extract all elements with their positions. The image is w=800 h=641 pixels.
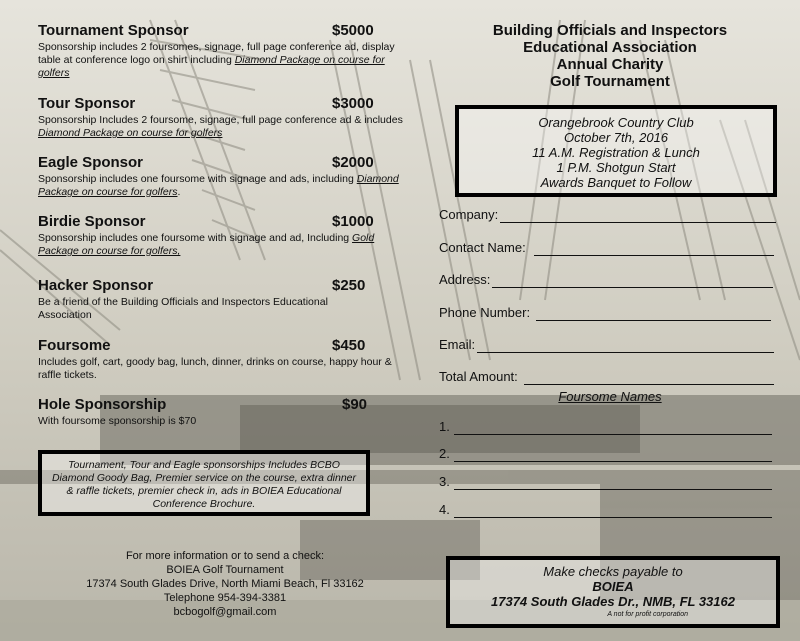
phone-line[interactable] <box>536 308 771 321</box>
sponsor-price: $2000 <box>332 154 374 171</box>
foursome-number: 3. <box>439 474 450 489</box>
sponsor-eagle <box>38 154 410 199</box>
foursome-number: 2. <box>439 446 450 461</box>
foursome-number: 4. <box>439 502 450 517</box>
sponsor-title: Tour Sponsor <box>38 95 136 112</box>
sponsor-title: Hacker Sponsor <box>38 277 154 294</box>
org-line: Golf Tournament <box>550 73 670 90</box>
foursome-number: 1. <box>439 419 450 434</box>
foursome-name-line[interactable] <box>454 505 772 518</box>
foursome-name-line[interactable] <box>454 449 772 462</box>
contact-email: bcbogolf@gmail.com <box>173 606 277 618</box>
sponsor-tournament <box>38 22 410 80</box>
event-start: 1 P.M. Shotgun Start <box>556 160 676 175</box>
sponsor-desc: Sponsorship Includes 2 foursome, signage, full page conference ad & includes <box>38 114 403 126</box>
total-amount-line[interactable] <box>524 372 774 385</box>
sponsor-title: Hole Sponsorship <box>38 396 167 413</box>
sponsor-price: $450 <box>332 337 366 354</box>
sponsor-package: Diamond Package on course for golfers <box>38 127 223 139</box>
foursome-name-line[interactable] <box>454 477 772 490</box>
sponsor-desc: Includes golf, cart, goody bag, lunch, dinner, drinks on course, happy hour & raffle tickets. <box>38 356 392 381</box>
sponsor-hole <box>38 396 372 428</box>
org-line: Educational Association <box>523 39 697 56</box>
contact-address: 17374 South Glades Drive, North Miami Beach, Fl 33162 <box>86 578 364 590</box>
email-field[interactable] <box>439 337 774 353</box>
sponsor-title: Eagle Sponsor <box>38 154 144 171</box>
checks-payable-label: Make checks payable to <box>543 564 683 579</box>
address-line[interactable] <box>492 275 773 288</box>
contact-info <box>60 549 390 619</box>
sponsor-foursome <box>38 337 410 382</box>
sponsor-price: $90 <box>342 396 368 413</box>
contact-line: BOIEA Golf Tournament <box>166 564 284 576</box>
contact-name-field[interactable] <box>439 240 774 256</box>
sponsor-price: $1000 <box>332 213 374 230</box>
company-field[interactable] <box>439 207 776 223</box>
sponsor-title: Foursome <box>38 337 111 354</box>
sponsor-price: $5000 <box>332 22 374 39</box>
org-line: Building Officials and Inspectors <box>492 22 728 39</box>
benefits-box <box>38 450 370 516</box>
sponsor-hacker <box>38 277 410 322</box>
benefits-text: Tournament, Tour and Eagle sponsorships Includes BCBO Diamond Goody Bag, Premier service on the course, extra dinner & raffle tickets, premier check in, ads in BOIEA Educational Conference Brochure. <box>51 459 357 510</box>
sponsor-desc-tail: . <box>177 186 181 198</box>
contact-phone: Telephone 954-394-3381 <box>163 592 287 604</box>
company-line[interactable] <box>500 210 776 223</box>
company-label: Company: <box>439 207 499 222</box>
contact-line: For more information or to send a check: <box>125 550 325 562</box>
foursome-name-row[interactable] <box>439 502 772 518</box>
contact-name-line[interactable] <box>534 243 774 256</box>
sponsor-price: $3000 <box>332 95 374 112</box>
total-amount-field[interactable] <box>439 369 774 385</box>
sponsor-title: Birdie Sponsor <box>38 213 146 230</box>
event-banquet: Awards Banquet to Follow <box>540 175 692 190</box>
checks-payee: BOIEA <box>592 579 634 594</box>
org-line: Annual Charity <box>556 56 664 73</box>
sponsor-desc: Be a friend of the Building Officials and Inspectors Educational Association <box>38 296 328 321</box>
sponsor-title: Tournament Sponsor <box>38 22 189 39</box>
email-label: Email: <box>439 337 476 352</box>
nonprofit-note: A not for profit corporation <box>607 611 688 618</box>
foursome-name-row[interactable] <box>439 474 772 490</box>
event-details-box <box>455 105 777 197</box>
sponsor-desc: Sponsorship includes one foursome with signage and ads, including <box>38 173 357 185</box>
checks-address: 17374 South Glades Dr., NMB, FL 33162 <box>491 594 735 609</box>
total-amount-label: Total Amount: <box>439 369 518 384</box>
address-field[interactable] <box>439 272 773 288</box>
address-label: Address: <box>439 272 491 287</box>
foursome-name-row[interactable] <box>439 446 772 462</box>
foursome-names-title: Foursome Names <box>558 389 662 404</box>
sponsor-package: Gold Package on course for golfers, <box>38 232 375 257</box>
sponsor-desc: With foursome sponsorship is $70 <box>38 415 197 427</box>
phone-label: Phone Number: <box>439 305 531 320</box>
event-registration: 11 A.M. Registration & Lunch <box>532 145 700 160</box>
foursome-name-row[interactable] <box>439 419 772 435</box>
sponsor-package: Diamond Package on course for golfers <box>38 173 399 198</box>
event-venue: Orangebrook Country Club <box>538 115 694 130</box>
event-date: October 7th, 2016 <box>563 130 669 145</box>
sponsor-desc: Sponsorship includes one foursome with signage and ad, Including <box>38 232 353 244</box>
sponsor-price: $250 <box>332 277 366 294</box>
organization-title <box>440 22 780 90</box>
phone-field[interactable] <box>439 305 771 321</box>
email-line[interactable] <box>477 340 774 353</box>
sponsor-desc: Sponsorship includes 2 foursomes, signage, full page conference ad, display table at conference logo on shirt including <box>38 41 395 66</box>
sponsor-tour <box>38 95 410 140</box>
foursome-name-line[interactable] <box>454 422 772 435</box>
checks-payable-box <box>446 556 780 628</box>
sponsor-package: Diamond Package on course for golfers <box>38 54 385 79</box>
sponsor-birdie <box>38 213 410 258</box>
contact-name-label: Contact Name: <box>439 240 526 255</box>
